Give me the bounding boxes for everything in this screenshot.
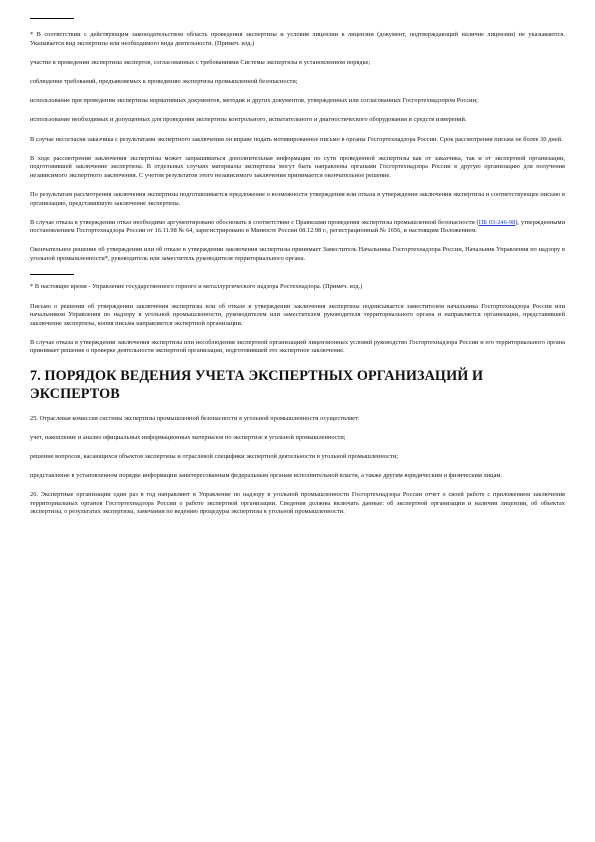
paragraph: учет, накопление и анализ официальных информационных материалов по экспертизе в угольной промышленности; xyxy=(30,433,346,441)
paragraph: В случае несогласия заказчика с результатами экспертного заключения он вправе подать мотивированное письмо в органы Госгортехнадзора России. Срок рассмотрения письма не более 30 дней. xyxy=(30,135,563,143)
footnote-separator xyxy=(30,274,74,275)
paragraph: 26. Экспертные организации один раз в год направляют в Управление по надзору в угольной промышленности Госгортехнадзора России отчет о своей работе с приложением заключения территориальных органов Госгортехнадзора России о работе экспертной организации. Сведения должны включать данные: об экспертной организации и наличии лицензии, об объектах экспертизы, о результатах экспертизы, замечания по ведению процедуры экспертизы в угольной промышленности. xyxy=(30,490,565,516)
paragraph: представление в установленном порядке информации заинтересованным федеральным органам исполнительной власти, а также другим юридическим и физическим лицам. xyxy=(30,471,503,479)
paragraph: По результатам рассмотрения заключения экспертизы подготавливается предложение о возможности утверждения или отказа в утверждении заключения экспертизы и соответствующее письмо в организацию, представившую заключение экспертизы. xyxy=(30,190,565,207)
paragraph: В случае отказа в утверждении заключения экспертизы или несоблюдения экспертной организацией лицензионных условий руководство Госгортехнадзора России и его территориального органа принимает решение о проверке деятельности экспертной организации, подготовившей это экспертное заключение. xyxy=(30,338,565,355)
footnote-text: * В соответствии с действующим законодательством область проведения экспертизы и условия лицензии к лицензии (документ, подтверждающий наличие лицензии) не указываются. Указывается вид экспертизы или необходимого вида деятельности. (Примеч. изд.) xyxy=(30,31,565,47)
paragraph: 25. Отраслевая комиссия системы экспертизы промышленной безопасности в угольной промышленности осуществляет: xyxy=(30,414,360,422)
footnote-text: * В настоящее время - Управление государственного горного и металлургического надзора Ростехнадзора. (Примеч. изд.) xyxy=(30,283,363,290)
document-link[interactable]: ПБ 03-246-98 xyxy=(478,218,516,226)
paragraph: участие в проведении экспертизы экспертов, согласованных с требованиями Системы экспертизы в установленном порядке; xyxy=(30,59,371,67)
paragraph: использование при проведении экспертизы нормативных документов, методик и других документов, утвержденных или согласованных Госгортехнадзором России; xyxy=(30,97,478,105)
paragraph: В ходе рассмотрения заключения экспертизы может запрашиваться дополнительная информация по сути проведенной экспертизы как от заказчика, так и от экспертной организации, подготовившей заключение экспертизы. В отдельных случаях материалы экспертизы могут быть направлены органами Госгортехнадзора России в другую организацию для получения независимого экспертного заключения. С учетом результатов этого независимого заключения принимается окончательное решение. xyxy=(30,154,565,179)
paragraph: соблюдение требований, предъявляемых к проведению экспертизы промышленной безопасности; xyxy=(30,78,298,86)
paragraph-text: ), утвержденными постановлением Госгортехнадзора России от 16.11.98 № 64, зарегистрировано в Минюсте России 08.12.98 г., регистрационный № 1656, и настоящим Положением. xyxy=(30,218,565,235)
paragraph: Окончательное решение об утверждении или об отказе в утверждении заключения экспертизы принимает Заместитель Начальника Госгортехнадзора России, Начальник Управления по надзору в угольной промышленности*, руководитель или заместитель руководителя территориального органа. xyxy=(30,246,565,262)
paragraph: Письмо о решении об утверждении заключения экспертизы или об отказе в утверждении заключения экспертизы подписывается заместителем начальника Госгортехнадзора России или начальником Управления по надзору в угольной промышленности, руководителем или заместителем руководителя территориального органа и направляется организации, представившей заключение экспертизы, копия письма направляется экспертной организации. xyxy=(30,302,565,327)
paragraph-with-link xyxy=(30,219,565,236)
paragraph-text: В случае отказа в утверждении отказ необходимо аргументировано обосновать в соответствии с Правилами проведения экспертизы промышленной безопасности ( xyxy=(30,218,479,226)
paragraph: использование необходимых и допущенных для проведения экспертизы контрольного, испытательного и диагностического оборудования и средств измерений. xyxy=(30,116,467,124)
paragraph: решение вопросов, касающихся объектов экспертизы и отраслевой специфики экспертной деятельности в угольной промышленности; xyxy=(30,452,399,460)
section-heading: 7. ПОРЯДОК ВЕДЕНИЯ УЧЕТА ЭКСПЕРТНЫХ ОРГАНИЗАЦИЙ И ЭКСПЕРТОВ xyxy=(30,367,484,402)
footnote-separator xyxy=(30,18,74,19)
